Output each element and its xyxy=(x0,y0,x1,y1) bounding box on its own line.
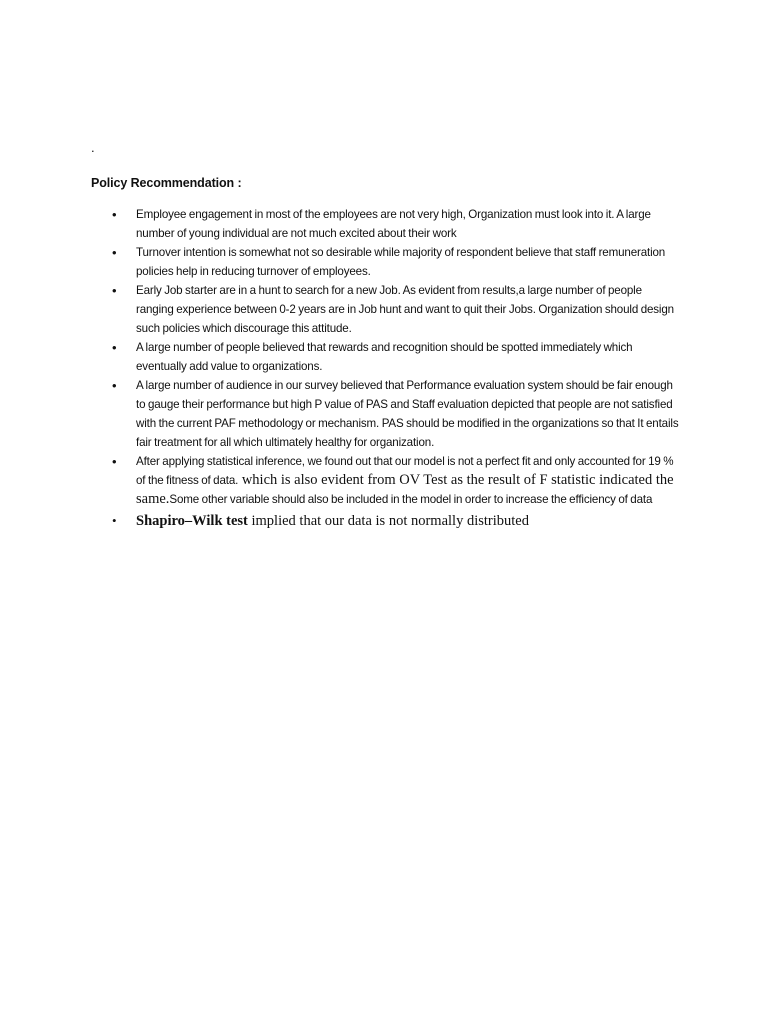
list-item xyxy=(112,205,682,243)
stray-dot: . xyxy=(91,140,95,155)
section-heading: Policy Recommendation : xyxy=(91,176,242,190)
list-item-text-part3: Some other variable should also be included in the model in order to increase the efficiency of data xyxy=(169,493,653,506)
bullet-icon: • xyxy=(112,245,117,260)
recommendation-list xyxy=(112,205,682,531)
test-name: Shapiro–Wilk test xyxy=(136,513,248,529)
list-item-text-part2: which is also evident from OV Test as the result of F statistic indicated the same. xyxy=(136,472,674,507)
list-item-text: A large number of people believed that rewards and recognition should be spotted immediately which eventually add value to organizations. xyxy=(136,341,633,373)
list-item xyxy=(112,376,682,452)
list-item-text: A large number of audience in our survey believed that Performance evaluation system should be fair enough to gauge their performance but high P value of PAS and Staff evaluation depicted that people are not satisfied with the current PAF methodology or mechanism. PAS should be modified in the organizations so that It entails fair treatment for all which ultimately healthy for organization. xyxy=(136,379,679,449)
bullet-icon: • xyxy=(112,378,117,393)
list-item-text-part1: After applying statistical inference, we found out that our model is not a perfect fit and only accounted for 19 % of the fitness of data. xyxy=(136,455,674,487)
list-item xyxy=(112,243,682,281)
bullet-icon: • xyxy=(112,513,117,528)
bullet-icon: • xyxy=(112,454,117,469)
list-item xyxy=(112,338,682,376)
list-item xyxy=(112,281,682,338)
bullet-icon: • xyxy=(112,283,117,298)
bullet-icon: • xyxy=(112,340,117,355)
list-item-text: Employee engagement in most of the employees are not very high, Organization must look into it. A large number of young individual are not much excited about their work xyxy=(136,208,651,240)
list-item xyxy=(112,511,682,531)
list-item-text: Turnover intention is somewhat not so desirable while majority of respondent believe that staff remuneration policies help in reducing turnover of employees. xyxy=(136,246,666,278)
list-item xyxy=(112,452,682,509)
list-item-text: Early Job starter are in a hunt to search for a new Job. As evident from results,a large number of people ranging experience between 0-2 years are in Job hunt and want to quit their Jobs. Organization should design such policies which discourage this attitude. xyxy=(136,284,674,335)
list-item-text: implied that our data is not normally distributed xyxy=(247,513,529,529)
bullet-icon: • xyxy=(112,207,117,222)
